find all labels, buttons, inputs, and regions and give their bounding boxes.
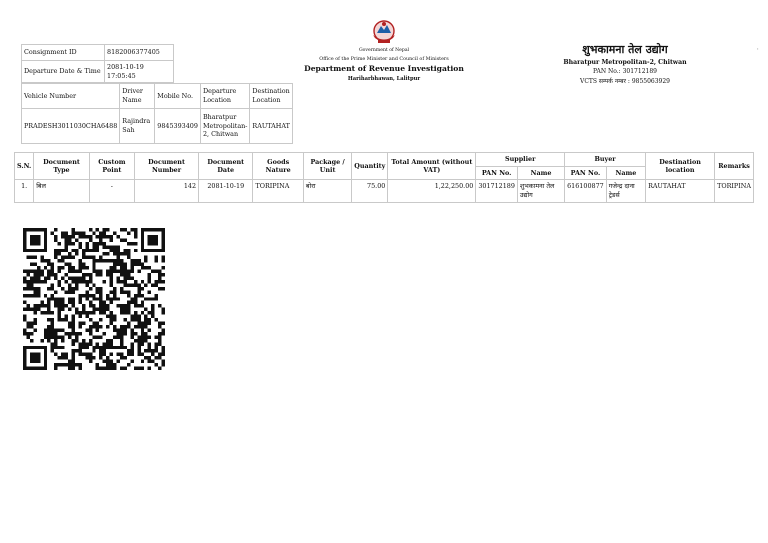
supplier-name-header: Name [517, 166, 564, 180]
row-destination: RAUTAHAT [646, 180, 715, 203]
vehicle-number-value: PRADESH3011030CHA6488 [22, 109, 120, 144]
sn-header: S.N. [15, 153, 34, 180]
table-row [15, 180, 754, 203]
buyer-name-header: Name [606, 166, 645, 180]
vehicle-number-header: Vehicle Number [22, 84, 120, 109]
row-goods-nature: TORIPINA [253, 180, 303, 203]
buyer-pan-header: PAN No. [565, 166, 607, 180]
departure-date-label: Departure Date & Time [22, 61, 105, 83]
row-sn: 1. [15, 180, 34, 203]
goods-nature-header: Goods Nature [253, 153, 303, 180]
row-supplier-name: शुभकामना तेल उद्योग [517, 180, 564, 203]
departure-location-header: Departure Location [200, 84, 249, 109]
destination-header: Destination location [646, 153, 715, 180]
company-address: Bharatpur Metropolitan-2, Chitwan [563, 59, 687, 66]
remarks-header: Remarks [715, 153, 754, 180]
driver-name-header: Driver Name [120, 84, 155, 109]
vehicle-header-row [22, 84, 293, 109]
department-title: Department of Revenue Investigation [304, 64, 464, 73]
destination-location-value: RAUTAHAT [250, 109, 292, 144]
row-total-amount: 1,22,250.00 [388, 180, 476, 203]
nepal-emblem-icon [369, 18, 399, 46]
mobile-value: 9845393409 [155, 109, 201, 144]
driver-name-value: Rajindra Sah [120, 109, 155, 144]
quantity-header: Quantity [352, 153, 388, 180]
company-header [540, 42, 710, 85]
row-quantity: 75.00 [352, 180, 388, 203]
consignment-id-label: Consignment ID [22, 45, 105, 61]
vehicle-data-row [22, 109, 293, 144]
government-header [300, 18, 468, 82]
row-buyer-pan: 616100877 [565, 180, 607, 203]
edge-mark: ' [757, 48, 759, 55]
supplier-pan-header: PAN No. [476, 166, 518, 180]
doc-date-header: Document Date [199, 153, 253, 180]
doc-type-header: Document Type [34, 153, 89, 180]
goods-table [14, 152, 754, 203]
destination-location-header: Destination Location [250, 84, 292, 109]
consignment-info-table [21, 44, 174, 83]
department-address: Hariharbhawan, Lalitpur [347, 76, 421, 82]
package-unit-header: Package / Unit [303, 153, 351, 180]
row-supplier-pan: 301712189 [476, 180, 518, 203]
row-remarks: TORIPINA [715, 180, 754, 203]
government-label: Government of Nepal [358, 48, 410, 53]
departure-location-value: Bharatpur Metropolitan-2, Chitwan [200, 109, 249, 144]
custom-point-header: Custom Point [89, 153, 134, 180]
office-label: Office of the Prime Minister and Council of Ministers [319, 57, 449, 62]
consignment-id-value: 8182006377405 [105, 45, 174, 61]
departure-date-row [22, 61, 174, 83]
qr-code-icon [23, 228, 165, 370]
supplier-header: Supplier [476, 153, 565, 167]
departure-date-value: 2081-10-19 17:05:45 [105, 61, 174, 83]
buyer-header: Buyer [565, 153, 646, 167]
doc-number-header: Document Number [135, 153, 199, 180]
goods-header-row [15, 153, 754, 167]
company-pan: PAN No.: 301712189 [593, 68, 657, 75]
company-vcts: VCTS सम्पर्क नम्बर : 9855063929 [579, 78, 670, 85]
row-custom-point: - [89, 180, 134, 203]
company-name: शुभकामना तेल उद्योग [582, 43, 668, 56]
row-doc-date: 2081-10-19 [199, 180, 253, 203]
total-amount-header: Total Amount (without VAT) [388, 153, 476, 180]
consignment-id-row [22, 45, 174, 61]
vehicle-info-table [21, 83, 293, 144]
row-package-unit: बोरा [303, 180, 351, 203]
row-doc-number: 142 [135, 180, 199, 203]
mobile-header: Mobile No. [155, 84, 201, 109]
row-buyer-name: गजेन्द्र दाना ट्रेडर्स [606, 180, 645, 203]
row-doc-type: बिल [34, 180, 89, 203]
